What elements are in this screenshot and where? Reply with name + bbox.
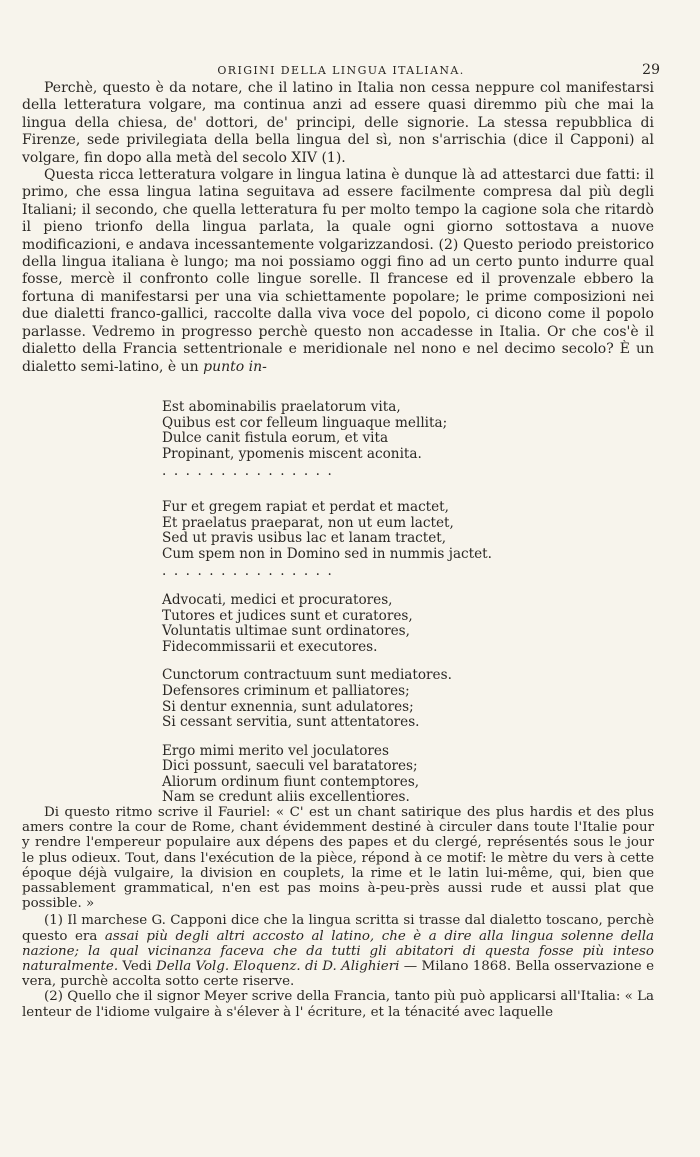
page-number: 29 — [642, 62, 660, 78]
verse-line: Defensores criminum et palliatores; — [162, 682, 410, 699]
stanza-5 — [162, 744, 502, 806]
lower-text — [22, 805, 654, 1020]
verse-line: Cunctorum contractuum sunt mediatores. — [162, 667, 452, 684]
verse-line: Nam se credunt aliis excellentiores. — [162, 789, 410, 806]
footnote-1-text-b: Vedi — [118, 959, 156, 975]
verse-ellipsis: ............... — [162, 463, 340, 480]
verse-line: Si dentur exnennia, sunt adulatores; — [162, 698, 414, 715]
paragraph-1: Perchè, questo è da notare, che il latino in Italia non cessa neppure col manifestarsi della letteratura volgare, ma continua anzi ad essere quasi diremmo più che mai la lingua della chiesa, de' dottori, de' principi, delle signorie. La stessa repubblica di Firenze, sede privilegiata della bella lingua del sì, non s'arrischia (dice il Capponi) al volgare, fin dopo alla metà del secolo XIV (1). — [22, 80, 654, 166]
paragraph-2-italic: punto in- — [203, 358, 267, 375]
verse-line: Aliorum ordinum fiunt contemptores, — [162, 773, 420, 790]
footnotes — [22, 913, 654, 1019]
verse-line: Voluntatis ultimae sunt ordinatores, — [162, 623, 410, 640]
page-header — [22, 62, 660, 80]
verse-ellipsis: ............... — [162, 563, 340, 580]
paragraph-2-text: Questa ricca letteratura volgare in lingua latina è dunque là ad attestarci due fatti: il primo, che essa lingua latina seguitava ad essere facilmente compresa dal più degli Italiani; il secondo, che quella letteratura fu per molto tempo la cagione sola che ritardò il pieno trionfo della lingua parlata, la quale ogni giorno sottostava a nuove modificazioni, e andava incessantemente volgarizzandosi. (2) Questo periodo preistorico della lingua italiana è lungo; ma noi possiamo oggi fino ad un certo punto indurre qual fosse, mercè il confronto colle lingue sorelle. Il francese ed il provenzale ebbero la fortuna di manifestarsi per una via schiettamente popolare; le prime composizioni nei due dialetti franco-gallici, raccolte dalla viva voce del popolo, ci dicono come il popolo parlasse. Vedremo in progresso perchè questo non accadesse in Italia. Or che cos'è il dialetto della Francia settentrionale e meridionale nel nono e nel decimo secolo? È un dialetto semi-latino, è un — [22, 167, 654, 375]
verse-line: Advocati, medici et procuratores, — [162, 591, 393, 608]
stanza-2 — [162, 500, 502, 580]
main-text — [22, 80, 654, 376]
footnote-2: (2) Quello che il signor Meyer scrive della Francia, tanto più può applicarsi all'Italia: « La lenteur de l'idiome vulgaire à s'élever à l' écriture, et la ténacité avec laquelle — [22, 989, 654, 1020]
verse-line: Propinant, ypomenis miscent aconita. — [162, 445, 422, 462]
verse-line: Fidecommissarii et executores. — [162, 638, 378, 655]
footnote-1 — [22, 913, 654, 989]
stanza-3 — [162, 593, 502, 655]
verse-line: Dici possunt, saeculi vel baratatores; — [162, 758, 418, 775]
latin-verse — [162, 400, 502, 819]
verse-line: Sed ut pravis usibus lac et lanam tractet, — [162, 530, 447, 547]
stanza-1 — [162, 400, 502, 480]
verse-line: Si cessant servitia, sunt attentatores. — [162, 714, 420, 731]
paragraph-2 — [22, 167, 654, 376]
verse-line: Et praelatus praeparat, non ut eum lactet, — [162, 514, 454, 531]
verse-line: Tutores et judices sunt et curatores, — [162, 607, 413, 624]
verse-line: Quibus est cor felleum linguaque mellita; — [162, 414, 448, 431]
footnote-1-italic-a: assai più degli altri accosto al latino, che è a dire alla lingua solenne della nazione; la qual vicinanza faceva che da tutti gli abitatori di questa fosse più inteso naturalmente. — [22, 928, 654, 975]
verse-line: Est abominabilis praelatorum vita, — [162, 399, 401, 415]
verse-line: Ergo mimi merito vel joculatores — [162, 742, 389, 759]
footnote-1-italic-b: Della Volg. Eloquenz. di D. Alighieri — [156, 959, 400, 975]
verse-line: Cum spem non in Domino sed in nummis jactet. — [162, 545, 492, 562]
verse-line: Fur et gregem rapiat et perdat et mactet, — [162, 498, 449, 515]
fauriel-quote: Di questo ritmo scrive il Fauriel: « C' est un chant satirique des plus hardis et des plus amers contre la cour de Rome, chant évidemment destiné à circuler dans toute l'Italie pour y rendre l'empereur populaire aux dépens des papes et du clergé, représentés sous le jour le plus odieux. Tout, dans l'exécution de la pièce, répond à ce motif: le mètre du vers à cette époque déjà vulgaire, la division en couplets, la rime et le latin lui-même, qui, bien que passablement grammatical, n'en est pas moins à-peu-près aussi rude et aussi plat que possible. » — [22, 805, 654, 912]
footnote-1-text-c: — Milano 1868. Bella osservazione e vera, purchè accolta sotto certe riserve. — [22, 959, 654, 990]
verse-line: Dulce canit fistula eorum, et vita — [162, 430, 389, 447]
stanza-4 — [162, 668, 502, 730]
footnote-1-text-a: (1) Il marchese G. Capponi dice che la lingua scritta si trasse dal dialetto toscano, perchè questo era — [22, 913, 654, 944]
running-title: ORIGINI DELLA LINGUA ITALIANA. — [217, 64, 465, 77]
